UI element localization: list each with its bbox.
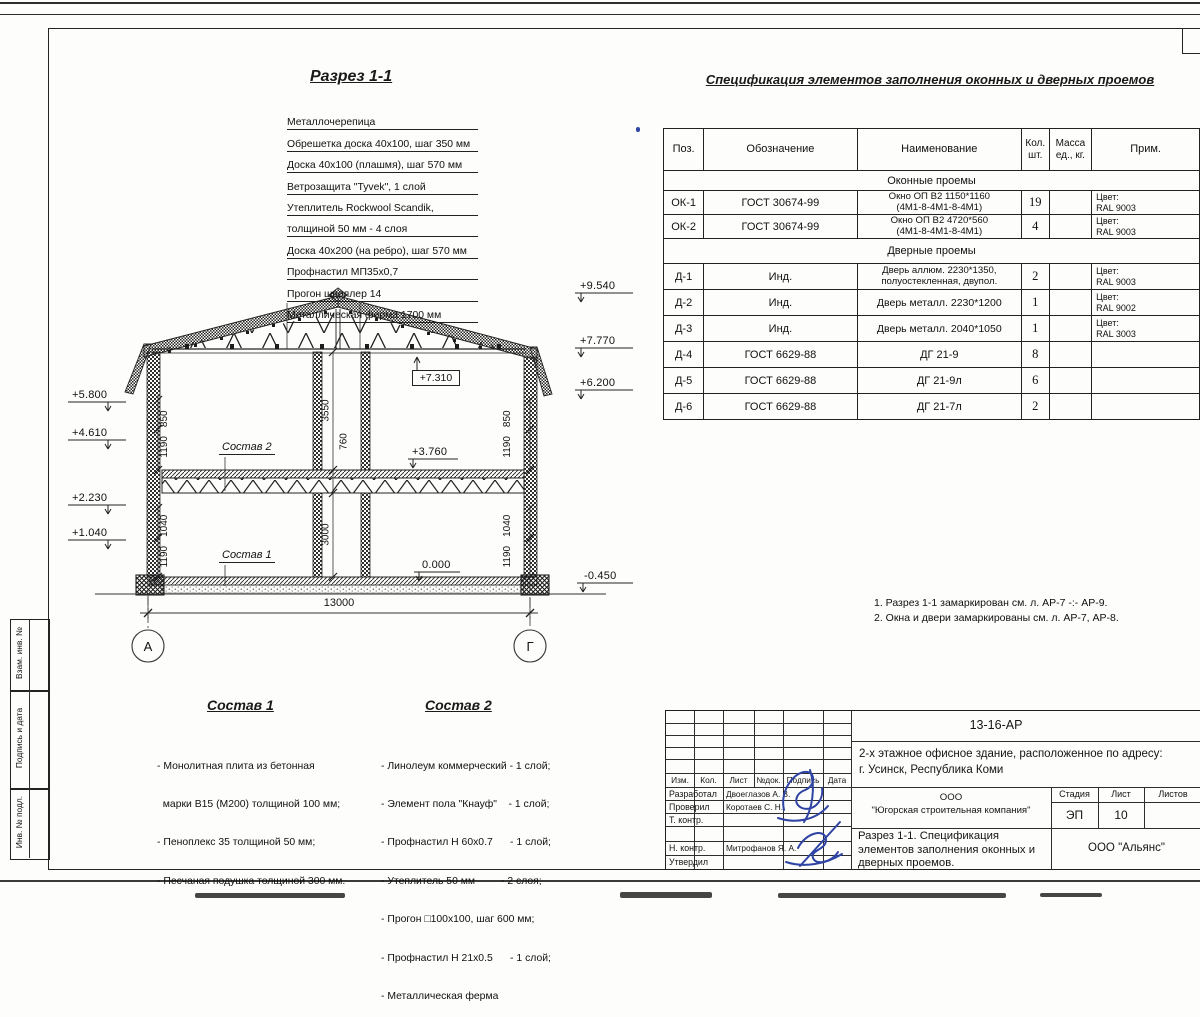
wall-dim-left-upper <box>158 398 170 470</box>
axis-a: А <box>143 639 153 654</box>
table-row <box>664 368 1200 394</box>
role-developed: Разработал <box>669 789 717 799</box>
spec-header-row <box>664 129 1200 171</box>
signature-1 <box>783 770 822 822</box>
roof-layer-text: Ветрозащита "Tyvek", 1 слой <box>287 181 426 193</box>
sheet-number: 10 <box>1114 808 1128 822</box>
roof-layer-text: Прогон швеллер 14 <box>287 288 382 300</box>
roof-layer-row <box>287 109 478 130</box>
cell-mass <box>1049 316 1092 342</box>
title-block <box>665 710 1200 870</box>
elevation-1040: +1.040 <box>72 527 108 539</box>
note-line1: Цвет: <box>1096 215 1119 226</box>
cell-pos: ОК-1 <box>664 191 704 215</box>
cell-qty: 4 <box>1022 215 1050 239</box>
note-line2: RAL 9003 <box>1096 202 1136 213</box>
cell-qty: 6 <box>1022 368 1050 394</box>
cell-qty: 2 <box>1022 264 1050 290</box>
dim-3550: 3550 <box>320 399 332 422</box>
cell-pos: Д-5 <box>664 368 704 394</box>
col-sign: Подпись <box>786 775 820 785</box>
dim-1040: 1040 <box>501 514 513 537</box>
comp1-item: - Пеноплекс 35 толщиной 50 мм; <box>157 837 316 849</box>
note-line2: RAL 9002 <box>1096 302 1136 313</box>
scan-top-line-1 <box>0 2 1200 4</box>
object-description <box>859 747 1163 778</box>
roof-layer-row <box>287 195 478 216</box>
dim-3000: 3000 <box>320 523 332 546</box>
roof-layer-text: Металлочерепица <box>287 117 376 129</box>
note-line2: RAL 3003 <box>1096 328 1136 339</box>
col-kol: Кол. <box>700 775 717 785</box>
cell-code: ГОСТ 6629-88 <box>704 368 857 394</box>
dim-1190: 1190 <box>158 545 170 568</box>
role-tcontrol: Т. контр. <box>669 815 704 825</box>
cell-qty: 1 <box>1022 290 1050 316</box>
label-sostav-2: Состав 2 <box>219 441 275 455</box>
name-ncontrol: Митрофанов Я. А. <box>726 843 797 853</box>
note-line1: Цвет: <box>1096 265 1119 276</box>
roof-layer-text: Обрешетка доска 40х100, шаг 350 мм <box>287 138 471 150</box>
elevation-2230: +2.230 <box>72 492 108 504</box>
col-pos: Поз. <box>664 129 704 171</box>
cell-code: ГОСТ 30674-99 <box>704 215 857 239</box>
sheet-label: Лист <box>1111 789 1131 799</box>
spec-table <box>663 128 1200 420</box>
cell-pos: Д-3 <box>664 316 704 342</box>
comp1-item: - Монолитная плита из бетонная <box>157 760 315 772</box>
doc-title-line1: Разрез 1-1. Спецификация <box>858 830 1000 842</box>
dim-850: 850 <box>158 410 170 428</box>
cell-code: ГОСТ 30674-99 <box>704 191 857 215</box>
cell-name: ДГ 21-7л <box>857 394 1021 420</box>
wall-dim-right-lower <box>501 505 513 577</box>
spec-group-row <box>664 171 1200 191</box>
role-approved: Утвердил <box>669 857 708 867</box>
name-line2: (4М1-8-4М1-8-4М1) <box>896 225 983 237</box>
cell-note <box>1092 316 1200 342</box>
table-row <box>664 394 1200 420</box>
cell-qty: 1 <box>1022 316 1050 342</box>
comp2-item: - Элемент пола "Кнауф" - 1 слой; <box>381 798 550 810</box>
corner-box <box>1182 28 1200 54</box>
roof-layer-row <box>287 302 478 323</box>
composition-2-title: Состав 2 <box>425 697 492 713</box>
org-line2: "Югорская строительная компания" <box>871 805 1031 816</box>
spec-title: Спецификация элементов заполнения оконных и дверных проемов <box>705 72 1155 87</box>
cell-note <box>1092 264 1200 290</box>
comp2-item: - Линолеум коммерческий - 1 слой; <box>381 760 551 772</box>
cell-name <box>857 215 1021 239</box>
cell-qty: 8 <box>1022 342 1050 368</box>
name-line2: полуостекленная, двупол. <box>881 275 998 287</box>
cell-qty: 19 <box>1022 191 1050 215</box>
cell-mass <box>1049 264 1092 290</box>
cell-name <box>857 191 1021 215</box>
col-qty: Кол. шт. <box>1022 129 1050 171</box>
cell-code: ГОСТ 6629-88 <box>704 394 857 420</box>
scan-smudge <box>620 892 712 898</box>
name-line1: Окно ОП В2 4720*560 <box>890 214 989 226</box>
cell-mass <box>1049 290 1092 316</box>
comp1-item: марки В15 (М200) толщиной 100 мм; <box>157 798 341 810</box>
dim-1190: 1190 <box>158 436 170 458</box>
elevation-7310-box: +7.310 <box>412 370 460 386</box>
sheets-label: Листов <box>1158 789 1188 799</box>
dim-13000: 13000 <box>323 597 355 609</box>
object-line1: 2-х этажное офисное здание, расположенное по адресу: <box>859 748 1163 760</box>
side-stamp-label-2: Подпись и дата <box>14 707 24 769</box>
cell-mass <box>1049 394 1092 420</box>
roof-layer-text: Доска 40х200 (на ребро), шаг 570 мм <box>287 245 467 257</box>
roof-layer-row <box>287 280 478 301</box>
scan-top-line-2 <box>0 14 1200 15</box>
dim-760: 760 <box>338 433 350 450</box>
cell-name <box>857 264 1021 290</box>
group-doors: Дверные проемы <box>664 239 1200 264</box>
table-row <box>664 191 1200 215</box>
section-linework <box>40 278 670 672</box>
cell-note <box>1092 394 1200 420</box>
name-developed: Двоеглазов А. В. <box>726 789 791 799</box>
doc-code: 13-16-АР <box>969 718 1023 732</box>
table-row <box>664 264 1200 290</box>
comp2-item: - Профнастил Н 60х0.7 - 1 слой; <box>381 837 551 849</box>
signature-scribbles <box>770 762 880 868</box>
note-1: 1. Разрез 1-1 замаркирован см. л. АР-7 -:- АР-9. <box>874 597 1108 609</box>
name-line1: Окно ОП В2 1150*1160 <box>888 190 990 202</box>
cell-mass <box>1049 342 1092 368</box>
elevation-6200: +6.200 <box>580 377 616 389</box>
roof-layer-text: Профнастил МП35х0,7 <box>287 267 399 279</box>
note-line2: RAL 9003 <box>1096 226 1136 237</box>
cell-note <box>1092 368 1200 394</box>
table-row <box>664 316 1200 342</box>
side-stamp-divider-1 <box>29 619 30 690</box>
cell-pos: Д-6 <box>664 394 704 420</box>
col-date: Дата <box>827 775 847 785</box>
doc-title-line3: дверных проемов. <box>858 857 955 869</box>
scan-smudge <box>1040 893 1102 897</box>
sheet-notes <box>874 596 1119 625</box>
name-line2: (4М1-8-4М1-8-4М1) <box>896 201 983 213</box>
cell-pos: Д-1 <box>664 264 704 290</box>
cell-name: Дверь металл. 2040*1050 <box>857 316 1021 342</box>
dim-1040: 1040 <box>158 514 170 537</box>
cell-code: ГОСТ 6629-88 <box>704 342 857 368</box>
dim-1190: 1190 <box>501 545 513 568</box>
cell-pos: Д-4 <box>664 342 704 368</box>
roof-layer-text: Металлическая ферма 1700 мм <box>287 309 442 321</box>
side-stamp-divider-2 <box>29 690 30 788</box>
cell-pos: Д-2 <box>664 290 704 316</box>
cell-code: Инд. <box>704 316 857 342</box>
col-mass: Масса ед., кг. <box>1049 129 1092 171</box>
note-line1: Цвет: <box>1096 317 1119 328</box>
side-stamp-label-1: Взам. инв. № <box>14 627 24 679</box>
cell-pos: ОК-2 <box>664 215 704 239</box>
roof-layer-row <box>287 173 478 194</box>
roof-layer-row <box>287 130 478 151</box>
col-note: Прим. <box>1092 129 1200 171</box>
note-line1: Цвет: <box>1096 191 1119 202</box>
role-checked: Проверил <box>669 802 710 812</box>
elevation-4610: +4.610 <box>72 427 108 439</box>
table-row <box>664 290 1200 316</box>
axis-g: Г <box>526 639 534 654</box>
org-line1: ООО <box>939 792 963 803</box>
cell-note <box>1092 290 1200 316</box>
section-title: Разрез 1-1 <box>310 68 393 85</box>
cell-mass <box>1049 368 1092 394</box>
dim-1190: 1190 <box>501 436 513 458</box>
cell-code: Инд. <box>704 264 857 290</box>
roof-layers-callout <box>287 109 478 323</box>
elevation-5800: +5.800 <box>72 389 108 401</box>
roof-layer-row <box>287 216 478 237</box>
composition-1-items <box>157 735 345 901</box>
note-line1: Цвет: <box>1096 291 1119 302</box>
cell-note <box>1092 191 1200 215</box>
note-line2: RAL 9003 <box>1096 276 1136 287</box>
elevation-m450: -0.450 <box>584 570 617 582</box>
stage-value: ЭП <box>1065 808 1084 822</box>
cell-name: ДГ 21-9л <box>857 368 1021 394</box>
roof-layer-row <box>287 237 478 258</box>
col-list: Лист <box>729 775 748 785</box>
note-2: 2. Окна и двери замаркированы см. л. АР-7, АР-8. <box>874 611 1119 624</box>
elevation-9540: +9.540 <box>580 280 616 292</box>
scan-speck-blue <box>636 127 640 132</box>
name-checked: Коротаев С. Н. <box>726 802 784 812</box>
col-code: Обозначение <box>704 129 857 171</box>
role-ncontrol: Н. контр. <box>669 843 706 853</box>
roof-layer-row <box>287 152 478 173</box>
col-name: Наименование <box>857 129 1021 171</box>
cell-qty: 2 <box>1022 394 1050 420</box>
cell-mass <box>1049 191 1092 215</box>
doc-title-line2: элементов заполнения оконных и <box>858 843 1036 856</box>
scan-smudge <box>195 893 345 898</box>
table-row <box>664 215 1200 239</box>
cell-name: Дверь металл. 2230*1200 <box>857 290 1021 316</box>
cell-mass <box>1049 215 1092 239</box>
roof-layer-text: Доска 40х100 (плашмя), шаг 570 мм <box>287 160 463 172</box>
comp2-item: - Профнастил Н 21х0.5 - 1 слой; <box>381 952 551 964</box>
roof-layer-row <box>287 259 478 280</box>
dim-850: 850 <box>501 410 513 428</box>
scan-smudge <box>778 893 1006 898</box>
wall-dim-left-lower <box>158 505 170 577</box>
comp2-item: - Утеплитель 50 мм - 2 слоя; <box>381 875 542 887</box>
cell-code: Инд. <box>704 290 857 316</box>
org-name <box>851 791 1051 817</box>
cell-name: ДГ 21-9 <box>857 342 1021 368</box>
name-line1: Дверь аллюм. 2230*1350, <box>882 264 997 276</box>
composition-1-title: Состав 1 <box>207 697 274 713</box>
cell-note <box>1092 215 1200 239</box>
table-row <box>664 342 1200 368</box>
side-stamp-divider-3 <box>29 788 30 858</box>
comp2-item: - Прогон □100х100, шаг 600 мм; <box>381 914 535 926</box>
cell-note <box>1092 342 1200 368</box>
roof-layer-text: Утеплитель Rockwool Scandik, <box>287 202 434 214</box>
customer-name: ООО "Альянс" <box>1088 842 1165 854</box>
stage-label: Стадия <box>1059 789 1090 799</box>
wall-dim-right-upper <box>501 398 513 470</box>
elevation-7770: +7.770 <box>580 335 616 347</box>
group-windows: Оконные проемы <box>664 171 1200 191</box>
roof-layer-text: толщиной 50 мм - 4 слоя <box>287 224 408 236</box>
side-stamp-label-3: Инв. № подл. <box>14 795 24 849</box>
elevation-3760: +3.760 <box>412 446 448 458</box>
spec-group-row <box>664 239 1200 264</box>
col-izm: Изм. <box>671 775 689 785</box>
doc-title <box>858 830 1035 871</box>
col-ndoc: №док. <box>756 775 781 785</box>
object-line2: г. Усинск, Республика Коми <box>859 763 1004 776</box>
comp1-item: - Песчаная подушка толщиной 300 мм. <box>157 875 346 887</box>
comp2-item: - Металлическая ферма <box>381 990 499 1002</box>
label-sostav-1: Состав 1 <box>219 549 275 563</box>
elevation-0000: 0.000 <box>422 559 451 571</box>
composition-2-items <box>381 735 551 1017</box>
